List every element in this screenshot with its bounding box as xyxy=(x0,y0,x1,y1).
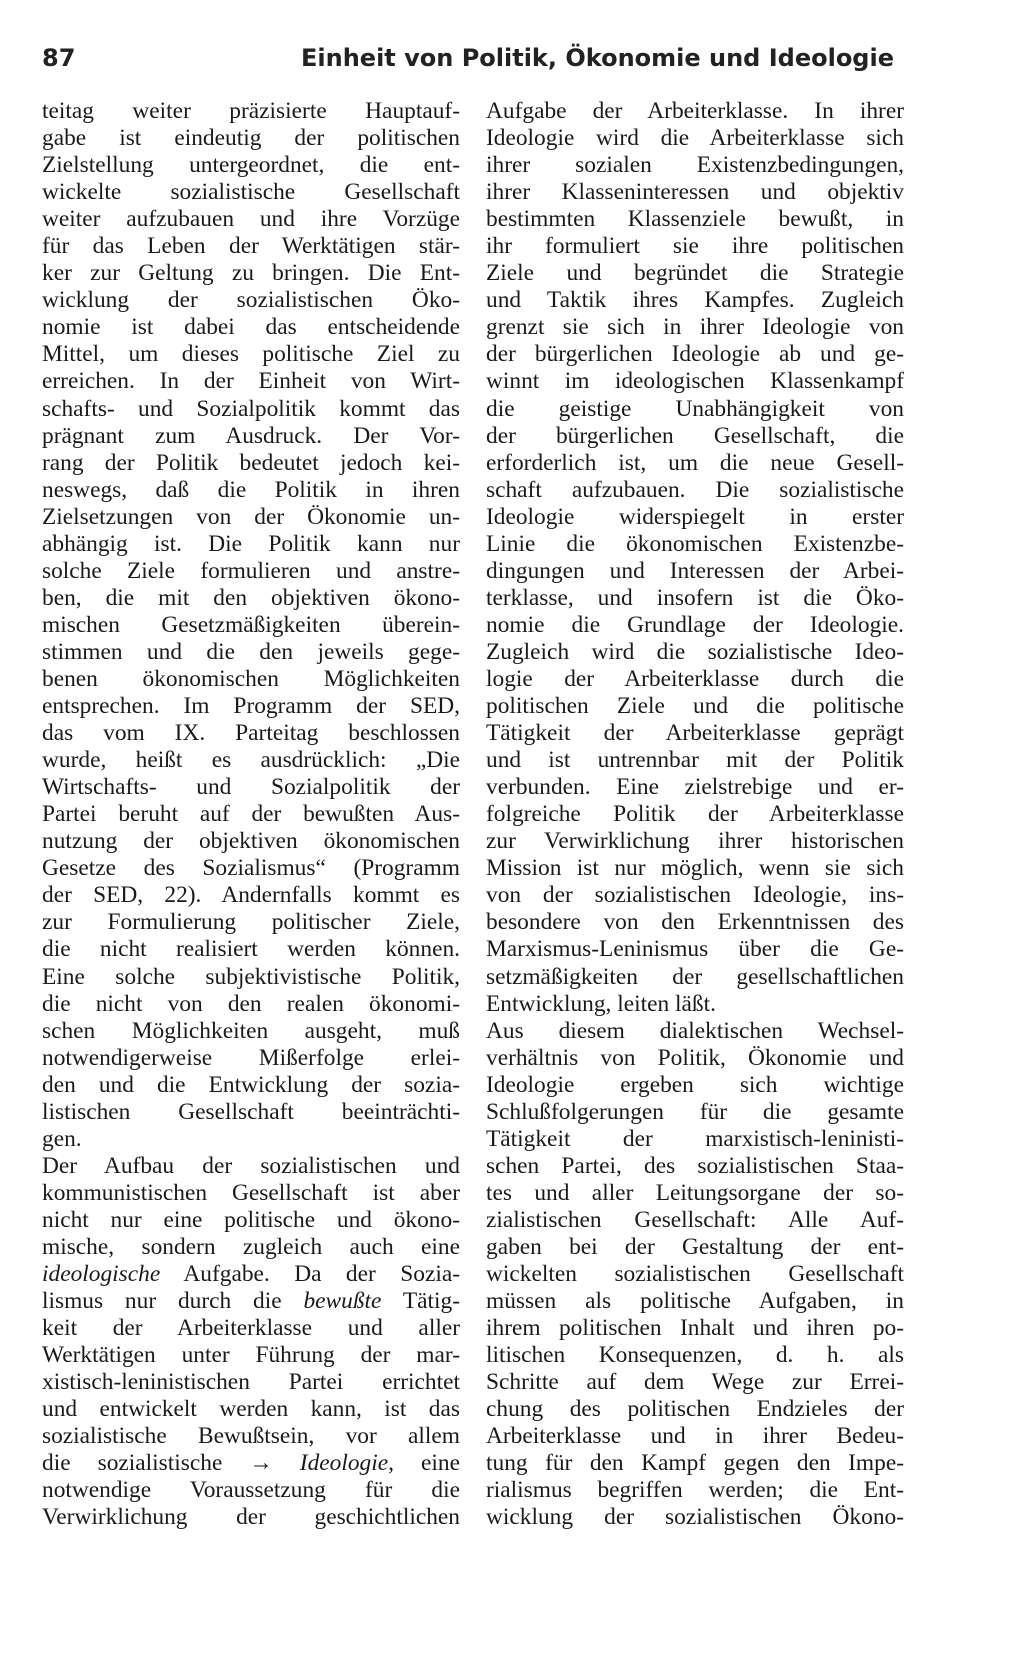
text-line: entsprechen. Im Programm der SED, xyxy=(42,693,460,720)
text-line: winnt im ideologischen Klassenkampf xyxy=(486,368,904,395)
text-line: chung des politischen Endzieles der xyxy=(486,1396,904,1423)
text-line: nomie ist dabei das entscheidende xyxy=(42,314,460,341)
text-line: keit der Arbeiterklasse und aller xyxy=(42,1315,460,1342)
text-line: ihrer Klasseninteressen und objektiv xyxy=(486,179,904,206)
cross-reference-ideologie: Ideologie, xyxy=(272,1450,394,1477)
text-line: der bürgerlichen Gesellschaft, die xyxy=(486,422,904,449)
text-line: Mittel, um dieses politische Ziel zu xyxy=(42,341,460,368)
text-line: ihrer sozialen Existenzbedingungen, xyxy=(486,152,904,179)
text-line: gaben bei der Gestaltung der ent- xyxy=(486,1233,904,1260)
text-line: Der Aufbau der sozialistischen und xyxy=(42,1152,460,1179)
text-line: Zielsetzungen von der Ökonomie un- xyxy=(42,503,460,530)
text-line: terklasse, und insofern ist die Öko- xyxy=(486,584,904,611)
left-paragraph-1 xyxy=(42,98,460,1153)
text-line: Aufgabe der Arbeiterklasse. In ihrer xyxy=(486,98,904,124)
text-line: Eine solche subjektivistische Politik, xyxy=(42,963,460,990)
text-line xyxy=(42,1288,460,1315)
text-line: verhältnis von Politik, Ökonomie und xyxy=(486,1044,904,1071)
text-line: die nicht realisiert werden können. xyxy=(42,936,460,963)
text-line: Zielstellung untergeordnet, die ent- xyxy=(42,152,460,179)
text-line: müssen als politische Aufgaben, in xyxy=(486,1288,904,1315)
text-line: Ideologie widerspiegelt in erster xyxy=(486,503,904,530)
right-paragraph-2 xyxy=(486,1018,904,1532)
text-line: mischen Gesetzmäßigkeiten überein- xyxy=(42,611,460,638)
text-line: der bürgerlichen Ideologie ab und ge- xyxy=(486,341,904,368)
text-line: Arbeiterklasse und in ihrer Bedeu- xyxy=(486,1423,904,1450)
text-line: rialismus begriffen werden; die Ent- xyxy=(486,1477,904,1504)
text-line: Gesetze des Sozialismus“ (Programm xyxy=(42,855,460,882)
emphasis-ideologische: ideologische xyxy=(42,1261,161,1288)
text-line: Zugleich wird die sozialistische Ideo- xyxy=(486,638,904,665)
right-paragraph-1 xyxy=(486,98,904,1018)
text-line: nicht nur eine politische und ökono- xyxy=(42,1206,460,1233)
text-line: schen Partei, des sozialistischen Staa- xyxy=(486,1152,904,1179)
text-line: Mission ist nur möglich, wenn sie sich xyxy=(486,855,904,882)
text-line: wickelten sozialistischen Gesellschaft xyxy=(486,1261,904,1288)
text-line: Marxismus-Leninismus über die Ge- xyxy=(486,936,904,963)
text-line: schaft aufzubauen. Die sozialistische xyxy=(486,476,904,503)
text-line: politischen Ziele und die politische xyxy=(486,693,904,720)
text-line: der SED, 22). Andernfalls kommt es xyxy=(42,882,460,909)
text-fragment: lismus nur durch die xyxy=(42,1288,304,1315)
text-line: für das Leben der Werktätigen stär- xyxy=(42,233,460,260)
text-line: zur Verwirklichung ihrer historischen xyxy=(486,828,904,855)
text-line: listischen Gesellschaft beeinträchti- xyxy=(42,1098,460,1125)
text-line: teitag weiter präzisierte Hauptauf- xyxy=(42,98,460,124)
text-line: grenzt sie sich in ihrer Ideologie von xyxy=(486,314,904,341)
text-line: xistisch-leninistischen Partei errichtet xyxy=(42,1369,460,1396)
text-line: gabe ist eindeutig der politischen xyxy=(42,125,460,152)
text-line: und ist untrennbar mit der Politik xyxy=(486,747,904,774)
text-line: solche Ziele formulieren und anstre- xyxy=(42,557,460,584)
running-title: Einheit von Politik, Ökonomie und Ideologie xyxy=(301,44,894,72)
left-column xyxy=(42,98,460,1531)
text-line: nomie die Grundlage der Ideologie. xyxy=(486,611,904,638)
text-line: besondere von den Erkenntnissen des xyxy=(486,909,904,936)
text-line: rang der Politik bedeutet jedoch kei- xyxy=(42,449,460,476)
text-line: wurde, heißt es ausdrücklich: „Die xyxy=(42,747,460,774)
text-fragment: Tätig- xyxy=(381,1288,461,1315)
text-line: die nicht von den realen ökonomi- xyxy=(42,990,460,1017)
text-line: die geistige Unabhängigkeit von xyxy=(486,395,904,422)
text-line xyxy=(42,1261,460,1288)
text-line: ihr formuliert sie ihre politischen xyxy=(486,233,904,260)
text-line: Tätigkeit der Arbeiterklasse geprägt xyxy=(486,720,904,747)
text-line: Schritte auf dem Wege zur Errei- xyxy=(486,1369,904,1396)
text-line: Werktätigen unter Führung der mar- xyxy=(42,1342,460,1369)
text-line: wicklung der sozialistischen Öko- xyxy=(42,287,460,314)
text-line: erforderlich ist, um die neue Gesell- xyxy=(486,449,904,476)
text-line: nutzung der objektiven ökonomischen xyxy=(42,828,460,855)
text-line: notwendigerweise Mißerfolge erlei- xyxy=(42,1044,460,1071)
text-line: wickelte sozialistische Gesellschaft xyxy=(42,179,460,206)
text-line: bestimmten Klassenziele bewußt, in xyxy=(486,206,904,233)
text-line: Ideologie ergeben sich wichtige xyxy=(486,1071,904,1098)
text-line: schafts- und Sozialpolitik kommt das xyxy=(42,395,460,422)
text-line: litischen Konsequenzen, d. h. als xyxy=(486,1342,904,1369)
text-line: Wirtschafts- und Sozialpolitik der xyxy=(42,774,460,801)
text-line: und Taktik ihres Kampfes. Zugleich xyxy=(486,287,904,314)
text-line: das vom IX. Parteitag beschlossen xyxy=(42,720,460,747)
text-line: dingungen und Interessen der Arbei- xyxy=(486,557,904,584)
cross-reference-arrow-icon: → xyxy=(249,1450,273,1477)
text-line: schen Möglichkeiten ausgeht, muß xyxy=(42,1017,460,1044)
text-line: ker zur Geltung zu bringen. Die Ent- xyxy=(42,260,460,287)
text-line: von der sozialistischen Ideologie, ins- xyxy=(486,882,904,909)
text-fragment: die sozialistische xyxy=(42,1450,250,1477)
page-header xyxy=(42,44,894,72)
text-line: Ziele und begründet die Strategie xyxy=(486,260,904,287)
text-line: den und die Entwicklung der sozia- xyxy=(42,1071,460,1098)
text-line: Ideologie wird die Arbeiterklasse sich xyxy=(486,125,904,152)
text-line: tes und aller Leitungsorgane der so- xyxy=(486,1179,904,1206)
text-line: tung für den Kampf gegen den Impe- xyxy=(486,1450,904,1477)
text-line: Partei beruht auf der bewußten Aus- xyxy=(42,801,460,828)
text-line: abhängig ist. Die Politik kann nur xyxy=(42,530,460,557)
text-line: wicklung der sozialistischen Ökono- xyxy=(486,1504,904,1531)
text-line: logie der Arbeiterklasse durch die xyxy=(486,665,904,692)
text-line: erreichen. In der Einheit von Wirt- xyxy=(42,368,460,395)
text-line: Aus diesem dialektischen Wechsel- xyxy=(486,1017,904,1044)
text-line: Verwirklichung der geschichtlichen xyxy=(42,1504,460,1531)
text-line: ihrem politischen Inhalt und ihren po- xyxy=(486,1315,904,1342)
text-line: Tätigkeit der marxistisch-leninisti- xyxy=(486,1125,904,1152)
text-line: setzmäßigkeiten der gesellschaftlichen xyxy=(486,963,904,990)
text-line: stimmen und die den jeweils gege- xyxy=(42,638,460,665)
emphasis-bewusste: bewußte xyxy=(303,1288,382,1315)
text-line xyxy=(42,1450,460,1477)
text-line: gen. xyxy=(42,1125,82,1152)
text-line: verbunden. Eine zielstrebige und er- xyxy=(486,774,904,801)
text-line: sozialistische Bewußtsein, vor allem xyxy=(42,1423,460,1450)
right-column xyxy=(486,98,904,1531)
text-line: notwendige Voraussetzung für die xyxy=(42,1477,460,1504)
text-line: zur Formulierung politischer Ziele, xyxy=(42,909,460,936)
text-line: prägnant zum Ausdruck. Der Vor- xyxy=(42,422,460,449)
text-line: mische, sondern zugleich auch eine xyxy=(42,1233,460,1260)
page-number: 87 xyxy=(42,44,76,72)
text-line: neswegs, daß die Politik in ihren xyxy=(42,476,460,503)
text-line: Schlußfolgerungen für die gesamte xyxy=(486,1098,904,1125)
text-line: folgreiche Politik der Arbeiterklasse xyxy=(486,801,904,828)
text-line: Entwicklung, leiten läßt. xyxy=(486,990,716,1017)
text-line: kommunistischen Gesellschaft ist aber xyxy=(42,1179,460,1206)
text-line: ben, die mit den objektiven ökono- xyxy=(42,584,460,611)
text-line: Linie die ökonomischen Existenzbe- xyxy=(486,530,904,557)
text-fragment: eine xyxy=(393,1450,460,1477)
text-fragment: Aufgabe. Da der Sozia- xyxy=(160,1261,460,1288)
text-line: benen ökonomischen Möglichkeiten xyxy=(42,665,460,692)
text-line: zialistischen Gesellschaft: Alle Auf- xyxy=(486,1206,904,1233)
left-paragraph-2 xyxy=(42,1153,460,1532)
text-line: weiter aufzubauen und ihre Vorzüge xyxy=(42,206,460,233)
text-line: und entwickelt werden kann, ist das xyxy=(42,1396,460,1423)
